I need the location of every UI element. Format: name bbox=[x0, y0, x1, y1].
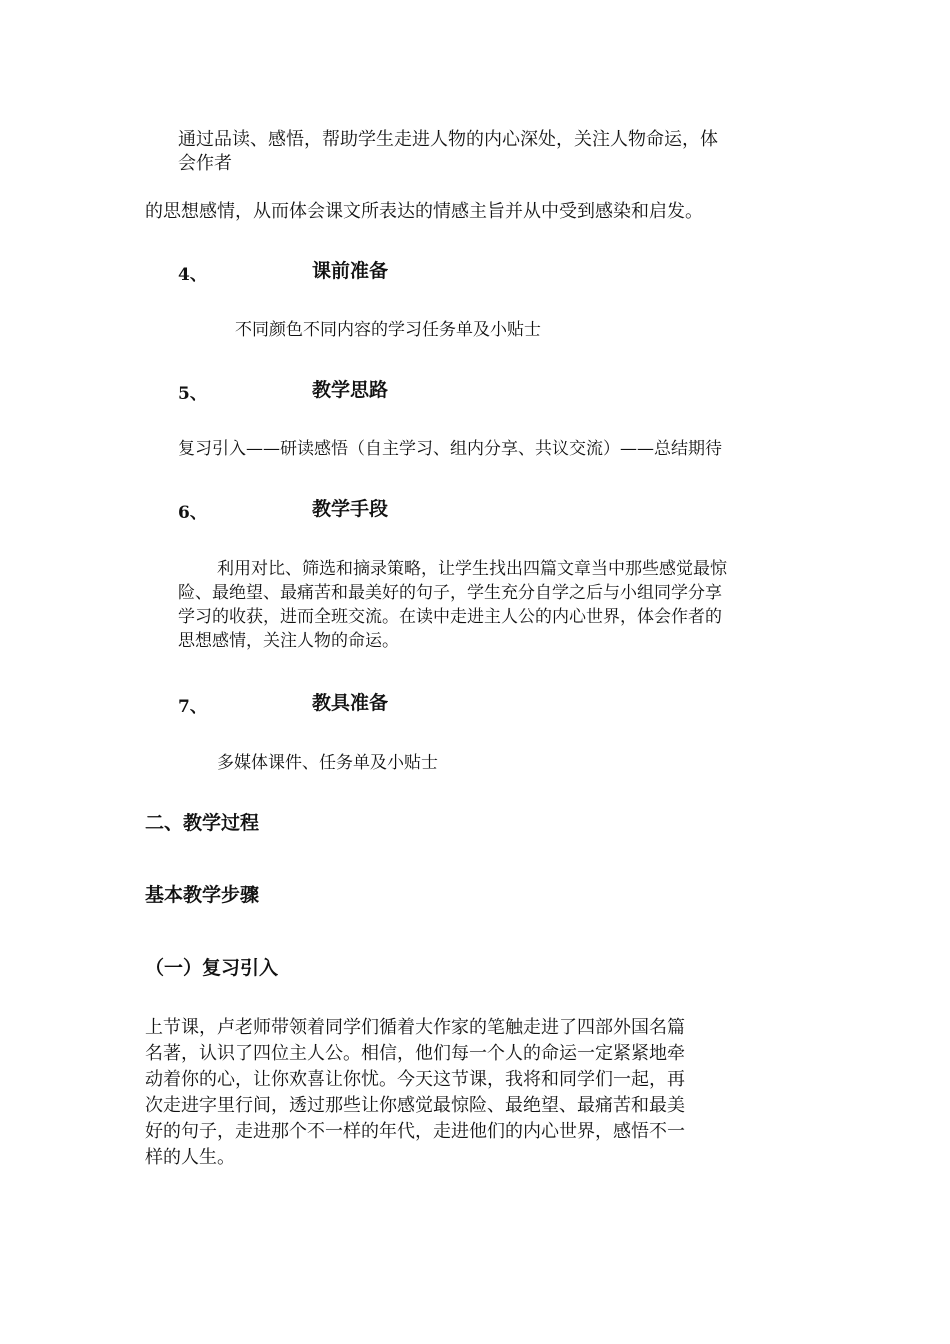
section-6-line-2: 险、最绝望、最痛苦和最美好的句子，学生充分自学之后与小组同学分享 bbox=[178, 583, 722, 603]
section-4-number: 4、 bbox=[178, 265, 207, 285]
part2-subheading: 基本教学步骤 bbox=[145, 884, 260, 906]
intro-line-2: 会作者 bbox=[178, 153, 232, 174]
step1-para-line-3: 动着你的心，让你欢喜让你忧。今天这节课，我将和同学们一起，再 bbox=[145, 1069, 685, 1090]
section-7-title: 教具准备 bbox=[312, 692, 389, 714]
step1-para-line-4: 次走进字里行间，透过那些让你感觉最惊险、最绝望、最痛苦和最美 bbox=[145, 1095, 685, 1116]
section-5-title: 教学思路 bbox=[312, 379, 389, 401]
intro-line-3: 的思想感情，从而体会课文所表达的情感主旨并从中受到感染和启发。 bbox=[145, 201, 703, 222]
section-6-line-1: 利用对比、筛选和摘录策略，让学生找出四篇文章当中那些感觉最惊 bbox=[217, 559, 727, 579]
intro-line-1: 通过品读、感悟，帮助学生走进人物的内心深处，关注人物命运，体 bbox=[178, 129, 718, 150]
section-6-line-3: 学习的收获，进而全班交流。在读中走进主人公的内心世界，体会作者的 bbox=[178, 607, 722, 627]
section-6-line-4: 思想感情，关注人物的命运。 bbox=[178, 631, 399, 651]
section-7-text: 多媒体课件、任务单及小贴士 bbox=[217, 753, 438, 773]
section-5-text: 复习引入——研读感悟（自主学习、组内分享、共议交流）——总结期待 bbox=[178, 439, 722, 459]
section-6-number: 6、 bbox=[178, 503, 207, 523]
step1-para-line-5: 好的句子，走进那个不一样的年代，走进他们的内心世界，感悟不一 bbox=[145, 1121, 685, 1142]
section-4-text: 不同颜色不同内容的学习任务单及小贴士 bbox=[235, 320, 541, 340]
step1-para-line-2: 名著，认识了四位主人公。相信，他们每一个人的命运一定紧紧地牵 bbox=[145, 1043, 685, 1064]
step1-heading: （一）复习引入 bbox=[145, 957, 279, 979]
section-4-title: 课前准备 bbox=[312, 260, 389, 282]
step1-para-line-1: 上节课，卢老师带领着同学们循着大作家的笔触走进了四部外国名篇 bbox=[145, 1017, 685, 1038]
step1-para-line-6: 样的人生。 bbox=[145, 1147, 235, 1168]
section-7-number: 7、 bbox=[178, 697, 207, 717]
section-6-title: 教学手段 bbox=[312, 498, 389, 520]
part2-heading: 二、教学过程 bbox=[145, 812, 260, 834]
section-5-number: 5、 bbox=[178, 384, 207, 404]
